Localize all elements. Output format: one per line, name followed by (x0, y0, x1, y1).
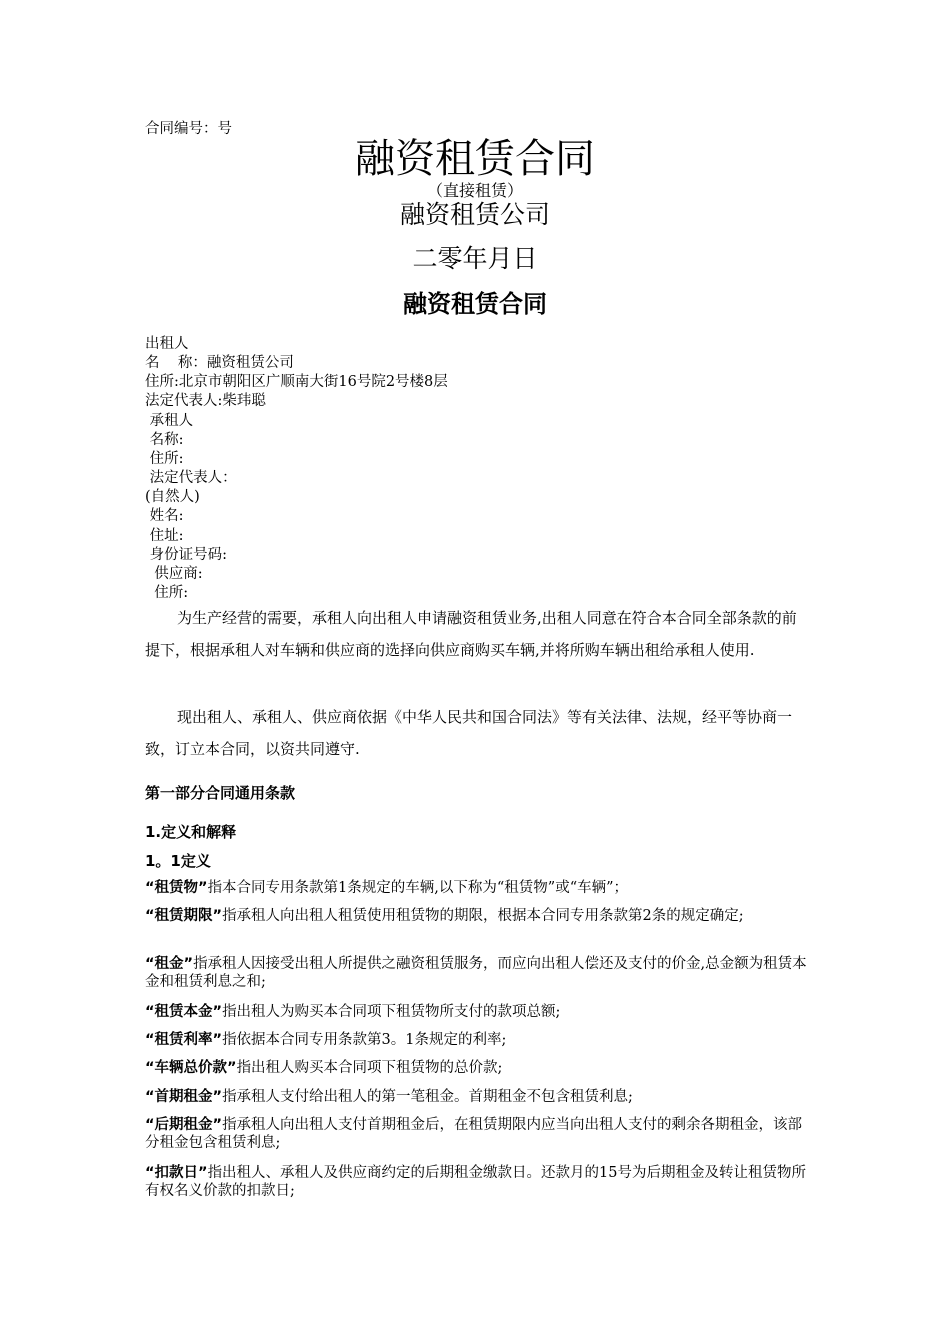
natural-person-heading: (自然人) (145, 489, 200, 505)
supplier-heading: 供应商: (145, 566, 203, 582)
lessor-name: 名 称：融资租赁公司 (145, 355, 294, 371)
definition-term: “租赁本金” (145, 1004, 223, 1020)
definition-item (145, 879, 810, 897)
lessor-address: 住所:北京市朝阳区广顺南大街16号院2号楼8层 (145, 374, 448, 390)
section-1-1-heading: 1。1定义 (145, 852, 211, 870)
definition-term: “首期租金” (145, 1089, 223, 1105)
definition-text: 指承租人向出租人租赁使用租赁物的期限，根据本合同专用条款第2条的规定确定; (222, 908, 744, 924)
lessee-name: 名称: (145, 432, 184, 448)
cover-title: 融资租赁合同 (355, 136, 595, 182)
definition-term: “后期租金” (145, 1117, 223, 1133)
cover-subtitle: （直接租赁） (426, 181, 523, 200)
intro-paragraph-2: 现出租人、承租人、供应商依据《中华人民共和国合同法》等有关法律、法规，经平等协商一致，订立本合同，以资共同遵守. (145, 708, 793, 758)
definition-term: “租赁利率” (145, 1032, 223, 1048)
definition-term: “租赁期限” (145, 908, 223, 924)
definition-item (145, 955, 810, 991)
definition-term: “租赁物” (145, 880, 208, 896)
intro-paragraph-1: 为生产经营的需要，承租人向出租人申请融资租赁业务,出租人同意在符合本合同全部条款的前提下，根据承租人对车辆和供应商的选择向供应商购买车辆,并将所购车辆出租给承租人使用. (145, 609, 797, 659)
contract-number: 合同编号：号 (145, 121, 232, 137)
definition-text: 指出租人为购买本合同项下租赁物所支付的款项总额; (222, 1004, 561, 1020)
definition-text: 指出租人、承租人及供应商约定的后期租金缴款日。还款月的15号为后期租金及转让租赁物所有权名义价款的扣款日; (145, 1165, 807, 1199)
definition-text: 指出租人购买本合同项下租赁物的总价款; (236, 1060, 503, 1076)
cover-date: 二零年月日 (412, 244, 538, 273)
definition-item (145, 907, 810, 925)
definition-item (145, 1088, 810, 1106)
cover-company: 融资租赁公司 (399, 200, 550, 229)
definition-term: “扣款日” (145, 1165, 208, 1181)
lessor-rep: 法定代表人:柴玮聪 (145, 393, 266, 409)
definition-text: 指承租人支付给出租人的第一笔租金。首期租金不包含租赁利息; (222, 1089, 633, 1105)
definition-text: 指承租人向出租人支付首期租金后，在租赁期限内应当向出租人支付的剩余各期租金，该部分租金包含租赁利息; (145, 1117, 803, 1151)
definition-term: “租金” (145, 956, 194, 972)
definition-text: 指承租人因接受出租人所提供之融资租赁服务，而应向出租人偿还及支付的价金,总金额为租赁本金和租赁利息之和; (145, 956, 807, 990)
document-title: 融资租赁合同 (403, 290, 547, 318)
definition-text: 指本合同专用条款第1条规定的车辆,以下称为“租赁物”或“车辆”； (207, 880, 629, 896)
natural-person-name: 姓名: (145, 508, 184, 524)
lessee-rep: 法定代表人： (145, 470, 237, 486)
definition-item (145, 1116, 810, 1152)
lessee-address: 住所: (145, 451, 184, 467)
section-1-heading: 1.定义和解释 (145, 823, 237, 841)
natural-person-address: 住址: (145, 528, 184, 544)
natural-person-id: 身份证号码: (145, 547, 227, 563)
lessee-heading: 承租人 (145, 413, 194, 429)
definition-item (145, 1003, 810, 1021)
supplier-address: 住所: (145, 585, 189, 601)
definition-item (145, 1031, 810, 1049)
lessor-heading: 出租人 (145, 336, 189, 352)
definition-text: 指依据本合同专用条款第3。1条规定的利率; (222, 1032, 507, 1048)
definition-item (145, 1059, 810, 1077)
definition-item (145, 1164, 810, 1200)
part-one-heading: 第一部分合同通用条款 (145, 784, 296, 802)
definition-term: “车辆总价款” (145, 1060, 237, 1076)
